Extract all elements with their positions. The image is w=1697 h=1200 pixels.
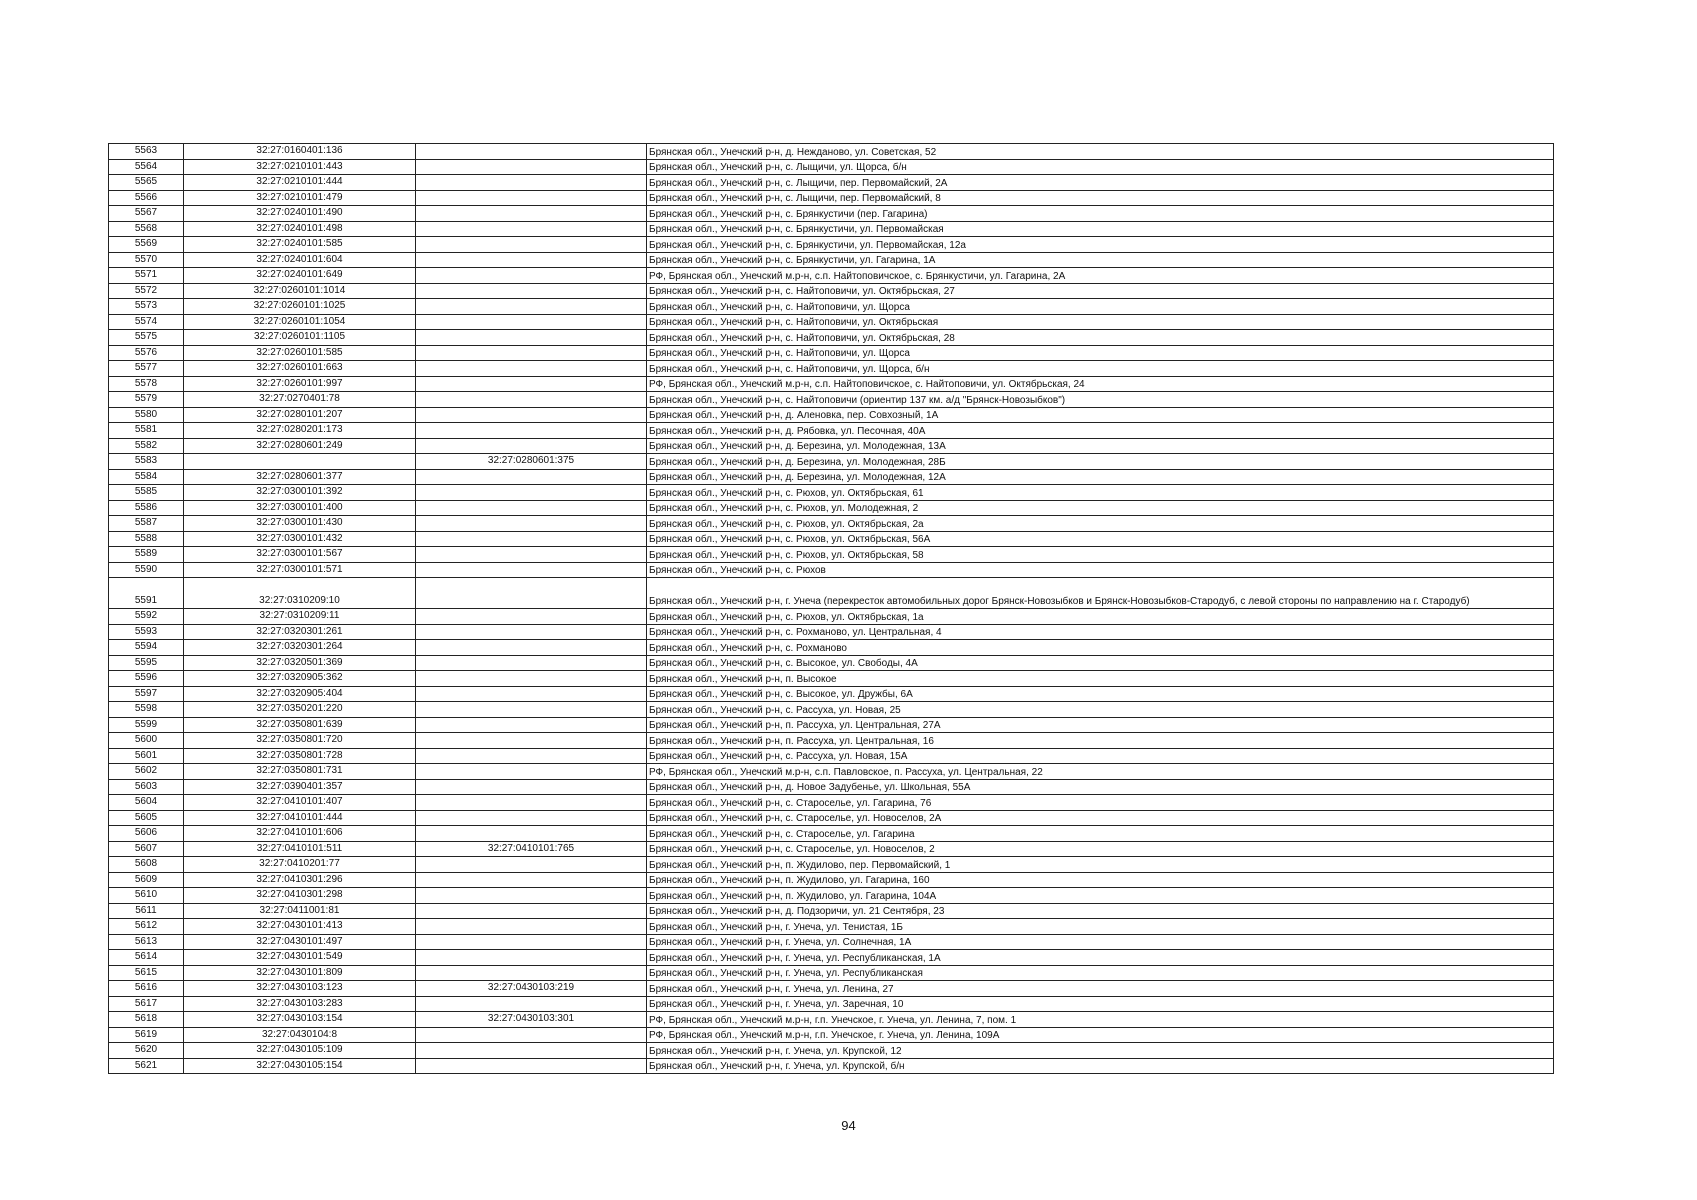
building-cadastral-number [416,826,647,842]
cadastral-number: 32:27:0300101:392 [184,485,416,501]
address: Брянская обл., Унечский р-н, г. Унеча, ул. Тенистая, 1Б [647,919,1554,935]
table-row [109,283,1554,299]
address: Брянская обл., Унечский р-н, с. Найтоповичи, ул. Щорса [647,299,1554,315]
building-cadastral-number [416,810,647,826]
address: Брянская обл., Унечский р-н, с. Лыщичи, пер. Первомайский, 8 [647,190,1554,206]
address: Брянская обл., Унечский р-н, с. Высокое, ул. Дружбы, 6А [647,686,1554,702]
address: Брянская обл., Унечский р-н, г. Унеча, ул. Ленина, 27 [647,981,1554,997]
row-number: 5590 [109,562,184,578]
table-row [109,1012,1554,1028]
cadastral-number: 32:27:0411001:81 [184,903,416,919]
table-row [109,717,1554,733]
table-row [109,748,1554,764]
row-number: 5574 [109,314,184,330]
cadastral-number: 32:27:0430105:109 [184,1043,416,1059]
cadastral-number: 32:27:0410101:444 [184,810,416,826]
row-number: 5603 [109,779,184,795]
cadastral-number: 32:27:0240101:498 [184,221,416,237]
address: Брянская обл., Унечский р-н, д. Аленовка, пер. Совхозный, 1А [647,407,1554,423]
table-body [109,144,1554,1074]
table-row [109,516,1554,532]
table-row [109,237,1554,253]
table-row [109,826,1554,842]
building-cadastral-number [416,903,647,919]
building-cadastral-number [416,609,647,625]
building-cadastral-number [416,1043,647,1059]
cadastral-number: 32:27:0300101:571 [184,562,416,578]
row-number: 5575 [109,330,184,346]
address: Брянская обл., Унечский р-н, г. Унеча, ул. Крупской, б/н [647,1058,1554,1074]
table-row [109,810,1554,826]
address: Брянская обл., Унечский р-н, с. Брянкустичи, ул. Первомайская, 12а [647,237,1554,253]
table-row [109,671,1554,687]
row-number: 5563 [109,144,184,160]
address: Брянская обл., Унечский р-н, с. Рюхов [647,562,1554,578]
cadastral-number: 32:27:0300101:567 [184,547,416,563]
cadastral-number: 32:27:0280101:207 [184,407,416,423]
cadastral-number: 32:27:0350201:220 [184,702,416,718]
cadastral-number: 32:27:0430105:154 [184,1058,416,1074]
table-row [109,1043,1554,1059]
building-cadastral-number [416,764,647,780]
table-row [109,423,1554,439]
row-number: 5598 [109,702,184,718]
cadastral-number: 32:27:0430104:8 [184,1027,416,1043]
row-number: 5568 [109,221,184,237]
cadastral-number: 32:27:0410201:77 [184,857,416,873]
table-row [109,144,1554,160]
address: Брянская обл., Унечский р-н, с. Рассуха, ул. Новая, 25 [647,702,1554,718]
address: Брянская обл., Унечский р-н, с. Рассуха, ул. Новая, 15А [647,748,1554,764]
address: Брянская обл., Унечский р-н, с. Брянкустичи (пер. Гагарина) [647,206,1554,222]
address: Брянская обл., Унечский р-н, г. Унеча, ул. Солнечная, 1А [647,934,1554,950]
address: Брянская обл., Унечский р-н, д. Подзоричи, ул. 21 Сентября, 23 [647,903,1554,919]
cadastral-number: 32:27:0260101:663 [184,361,416,377]
row-number: 5587 [109,516,184,532]
table-row [109,345,1554,361]
row-number: 5612 [109,919,184,935]
row-number: 5601 [109,748,184,764]
row-number: 5596 [109,671,184,687]
cadastral-number: 32:27:0390401:357 [184,779,416,795]
building-cadastral-number: 32:27:0430103:219 [416,981,647,997]
page-number: 94 [841,1118,856,1133]
cadastral-number: 32:27:0300101:430 [184,516,416,532]
cadastral-number: 32:27:0430103:154 [184,1012,416,1028]
row-number: 5620 [109,1043,184,1059]
address: Брянская обл., Унечский р-н, г. Унеча, ул. Заречная, 10 [647,996,1554,1012]
address: Брянская обл., Унечский р-н, с. Найтоповичи, ул. Октябрьская, 28 [647,330,1554,346]
cadastral-number: 32:27:0410301:296 [184,872,416,888]
row-number: 5586 [109,500,184,516]
table-row [109,392,1554,408]
building-cadastral-number [416,857,647,873]
cadastral-number: 32:27:0320905:362 [184,671,416,687]
row-number: 5588 [109,531,184,547]
row-number: 5583 [109,454,184,470]
address: Брянская обл., Унечский р-н, д. Березина, ул. Молодежная, 28Б [647,454,1554,470]
row-number: 5589 [109,547,184,563]
building-cadastral-number [416,965,647,981]
building-cadastral-number [416,438,647,454]
address: Брянская обл., Унечский р-н, с. Высокое, ул. Свободы, 4А [647,655,1554,671]
table-row [109,438,1554,454]
address: Брянская обл., Унечский р-н, с. Брянкустичи, ул. Гагарина, 1А [647,252,1554,268]
address: Брянская обл., Унечский р-н, п. Жудилово, ул. Гагарина, 104А [647,888,1554,904]
building-cadastral-number [416,361,647,377]
building-cadastral-number [416,640,647,656]
building-cadastral-number [416,888,647,904]
building-cadastral-number [416,407,647,423]
cadastral-number: 32:27:0310209:11 [184,609,416,625]
table-row [109,1027,1554,1043]
building-cadastral-number [416,624,647,640]
address: Брянская обл., Унечский р-н, д. Новое Задубенье, ул. Школьная, 55А [647,779,1554,795]
cadastral-number: 32:27:0320501:369 [184,655,416,671]
building-cadastral-number [416,686,647,702]
cadastral-number: 32:27:0410101:511 [184,841,416,857]
row-number: 5608 [109,857,184,873]
row-number: 5573 [109,299,184,315]
row-number: 5602 [109,764,184,780]
table-row [109,175,1554,191]
address: Брянская обл., Унечский р-н, с. Рюхов, ул. Октябрьская, 1а [647,609,1554,625]
building-cadastral-number [416,283,647,299]
row-number: 5600 [109,733,184,749]
table-row [109,578,1554,609]
table-row [109,268,1554,284]
table-row [109,190,1554,206]
building-cadastral-number [416,469,647,485]
cadastral-number: 32:27:0270401:78 [184,392,416,408]
row-number: 5617 [109,996,184,1012]
building-cadastral-number [416,376,647,392]
building-cadastral-number [416,996,647,1012]
row-number: 5621 [109,1058,184,1074]
row-number: 5615 [109,965,184,981]
row-number: 5567 [109,206,184,222]
building-cadastral-number [416,702,647,718]
table-row [109,779,1554,795]
building-cadastral-number [416,547,647,563]
cadastral-number: 32:27:0240101:585 [184,237,416,253]
building-cadastral-number [416,485,647,501]
row-number: 5604 [109,795,184,811]
building-cadastral-number [416,175,647,191]
building-cadastral-number [416,423,647,439]
row-number: 5605 [109,810,184,826]
cadastral-number: 32:27:0260101:997 [184,376,416,392]
row-number: 5614 [109,950,184,966]
building-cadastral-number [416,578,647,609]
row-number: 5565 [109,175,184,191]
table-row [109,702,1554,718]
address: РФ, Брянская обл., Унечский м.р-н, с.п. Найтоповичское, с. Брянкустичи, ул. Гагарина, 2А [647,268,1554,284]
building-cadastral-number [416,159,647,175]
cadastral-number: 32:27:0350801:731 [184,764,416,780]
cadastral-number: 32:27:0430101:497 [184,934,416,950]
address: Брянская обл., Унечский р-н, с. Рюхов, ул. Октябрьская, 58 [647,547,1554,563]
address: Брянская обл., Унечский р-н, п. Жудилово, пер. Первомайский, 1 [647,857,1554,873]
row-number: 5611 [109,903,184,919]
address: Брянская обл., Унечский р-н, г. Унеча, ул. Республиканская, 1А [647,950,1554,966]
cadastral-number: 32:27:0260101:1105 [184,330,416,346]
address: РФ, Брянская обл., Унечский м.р-н, г.п. Унечское, г. Унеча, ул. Ленина, 7, пом. 1 [647,1012,1554,1028]
cadastral-number: 32:27:0260101:1054 [184,314,416,330]
building-cadastral-number [416,237,647,253]
table-row [109,609,1554,625]
cadastral-number: 32:27:0430101:549 [184,950,416,966]
table-row [109,934,1554,950]
address: Брянская обл., Унечский р-н, с. Найтоповичи, ул. Щорса, б/н [647,361,1554,377]
row-number: 5571 [109,268,184,284]
row-number: 5610 [109,888,184,904]
building-cadastral-number [416,330,647,346]
table-row [109,221,1554,237]
row-number: 5593 [109,624,184,640]
row-number: 5577 [109,361,184,377]
table-row [109,919,1554,935]
building-cadastral-number [416,190,647,206]
building-cadastral-number [416,872,647,888]
registry-table [108,143,1554,1074]
building-cadastral-number [416,717,647,733]
row-number: 5578 [109,376,184,392]
address: Брянская обл., Унечский р-н, с. Найтоповичи (ориентир 137 км. а/д "Брянск-Новозыбков") [647,392,1554,408]
row-number: 5580 [109,407,184,423]
cadastral-number: 32:27:0160401:136 [184,144,416,160]
table-row [109,965,1554,981]
building-cadastral-number [416,562,647,578]
address: Брянская обл., Унечский р-н, д. Березина, ул. Молодежная, 12А [647,469,1554,485]
address: Брянская обл., Унечский р-н, п. Рассуха, ул. Центральная, 16 [647,733,1554,749]
cadastral-number: 32:27:0300101:432 [184,531,416,547]
table-row [109,686,1554,702]
building-cadastral-number [416,779,647,795]
table-row [109,469,1554,485]
building-cadastral-number [416,268,647,284]
table-row [109,252,1554,268]
address: Брянская обл., Унечский р-н, д. Рябовка, ул. Песочная, 40А [647,423,1554,439]
row-number: 5579 [109,392,184,408]
table-row [109,314,1554,330]
row-number: 5576 [109,345,184,361]
table-row [109,562,1554,578]
building-cadastral-number: 32:27:0430103:301 [416,1012,647,1028]
table-row [109,299,1554,315]
cadastral-number: 32:27:0320905:404 [184,686,416,702]
table-row [109,888,1554,904]
table-row [109,764,1554,780]
address: Брянская обл., Унечский р-н, с. Староселье, ул. Гагарина [647,826,1554,842]
cadastral-number: 32:27:0240101:604 [184,252,416,268]
row-number: 5609 [109,872,184,888]
cadastral-number: 32:27:0240101:490 [184,206,416,222]
row-number: 5618 [109,1012,184,1028]
table-row [109,640,1554,656]
table-row [109,996,1554,1012]
building-cadastral-number [416,299,647,315]
cadastral-number: 32:27:0350801:728 [184,748,416,764]
table-row [109,330,1554,346]
row-number: 5572 [109,283,184,299]
building-cadastral-number [416,345,647,361]
address: Брянская обл., Унечский р-н, с. Староселье, ул. Новоселов, 2А [647,810,1554,826]
address: РФ, Брянская обл., Унечский м.р-н, с.п. Найтоповичское, с. Найтоповичи, ул. Октябрьская, 24 [647,376,1554,392]
table-row [109,376,1554,392]
row-number: 5613 [109,934,184,950]
row-number: 5594 [109,640,184,656]
table-row [109,733,1554,749]
cadastral-number: 32:27:0320301:264 [184,640,416,656]
building-cadastral-number [416,671,647,687]
cadastral-number: 32:27:0240101:649 [184,268,416,284]
cadastral-number: 32:27:0210101:479 [184,190,416,206]
cadastral-number: 32:27:0260101:1014 [184,283,416,299]
table-row [109,485,1554,501]
building-cadastral-number [416,314,647,330]
row-number: 5619 [109,1027,184,1043]
cadastral-number: 32:27:0430103:123 [184,981,416,997]
address: Брянская обл., Унечский р-н, с. Найтоповичи, ул. Октябрьская, 27 [647,283,1554,299]
row-number: 5597 [109,686,184,702]
row-number: 5570 [109,252,184,268]
table-row [109,857,1554,873]
row-number: 5585 [109,485,184,501]
building-cadastral-number: 32:27:0280601:375 [416,454,647,470]
table-row [109,795,1554,811]
address: Брянская обл., Унечский р-н, с. Рюхов, ул. Октябрьская, 56А [647,531,1554,547]
cadastral-number: 32:27:0350801:720 [184,733,416,749]
building-cadastral-number [416,1058,647,1074]
table-row [109,981,1554,997]
cadastral-number: 32:27:0260101:1025 [184,299,416,315]
cadastral-number: 32:27:0260101:585 [184,345,416,361]
row-number: 5595 [109,655,184,671]
address: Брянская обл., Унечский р-н, г. Унеча, ул. Республиканская [647,965,1554,981]
building-cadastral-number [416,516,647,532]
table-row [109,531,1554,547]
table-row [109,206,1554,222]
cadastral-number: 32:27:0280201:173 [184,423,416,439]
cadastral-number: 32:27:0430101:809 [184,965,416,981]
table-row [109,624,1554,640]
address: Брянская обл., Унечский р-н, с. Рюхов, ул. Октябрьская, 61 [647,485,1554,501]
address: Брянская обл., Унечский р-н, с. Найтоповичи, ул. Октябрьская [647,314,1554,330]
address: Брянская обл., Унечский р-н, с. Брянкустичи, ул. Первомайская [647,221,1554,237]
row-number: 5584 [109,469,184,485]
building-cadastral-number [416,934,647,950]
cadastral-number: 32:27:0320301:261 [184,624,416,640]
cadastral-number: 32:27:0410101:606 [184,826,416,842]
row-number: 5616 [109,981,184,997]
cadastral-number: 32:27:0410301:298 [184,888,416,904]
address: Брянская обл., Унечский р-н, с. Лыщичи, ул. Щорса, б/н [647,159,1554,175]
address: Брянская обл., Унечский р-н, п. Рассуха, ул. Центральная, 27А [647,717,1554,733]
table-row [109,950,1554,966]
table-row [109,159,1554,175]
table-row [109,547,1554,563]
row-number: 5591 [109,578,184,609]
building-cadastral-number [416,221,647,237]
row-number: 5569 [109,237,184,253]
building-cadastral-number [416,392,647,408]
row-number: 5582 [109,438,184,454]
address: Брянская обл., Унечский р-н, с. Староселье, ул. Гагарина, 76 [647,795,1554,811]
building-cadastral-number [416,950,647,966]
cadastral-number: 32:27:0410101:407 [184,795,416,811]
address: Брянская обл., Унечский р-н, с. Рохманово [647,640,1554,656]
table-row [109,1058,1554,1074]
table-row [109,454,1554,470]
building-cadastral-number [416,748,647,764]
row-number: 5606 [109,826,184,842]
table-row [109,872,1554,888]
cadastral-number [184,454,416,470]
address: Брянская обл., Унечский р-н, г. Унеча (перекресток автомобильных дорог Брянск-Новозыбков и Брянск-Новозыбков-Стародуб, с левой стороны по направлению на г. Стародуб) [647,578,1554,609]
building-cadastral-number [416,500,647,516]
row-number: 5592 [109,609,184,625]
cadastral-number: 32:27:0300101:400 [184,500,416,516]
cadastral-number: 32:27:0350801:639 [184,717,416,733]
table-row [109,500,1554,516]
table-row [109,903,1554,919]
cadastral-number: 32:27:0430101:413 [184,919,416,935]
address: Брянская обл., Унечский р-н, с. Рюхов, ул. Октябрьская, 2а [647,516,1554,532]
table-row [109,361,1554,377]
cadastral-number: 32:27:0430103:283 [184,996,416,1012]
row-number: 5607 [109,841,184,857]
building-cadastral-number [416,1027,647,1043]
table-row [109,655,1554,671]
cadastral-number: 32:27:0210101:443 [184,159,416,175]
address: Брянская обл., Унечский р-н, с. Найтоповичи, ул. Щорса [647,345,1554,361]
row-number: 5564 [109,159,184,175]
building-cadastral-number [416,919,647,935]
row-number: 5599 [109,717,184,733]
address: Брянская обл., Унечский р-н, п. Высокое [647,671,1554,687]
row-number: 5566 [109,190,184,206]
cadastral-number: 32:27:0210101:444 [184,175,416,191]
building-cadastral-number [416,531,647,547]
address: Брянская обл., Унечский р-н, д. Березина, ул. Молодежная, 13А [647,438,1554,454]
building-cadastral-number [416,655,647,671]
cadastral-number: 32:27:0280601:377 [184,469,416,485]
address: РФ, Брянская обл., Унечский м.р-н, с.п. Павловское, п. Рассуха, ул. Центральная, 22 [647,764,1554,780]
address: Брянская обл., Унечский р-н, с. Рохманово, ул. Центральная, 4 [647,624,1554,640]
address: Брянская обл., Унечский р-н, с. Рюхов, ул. Молодежная, 2 [647,500,1554,516]
table-row [109,841,1554,857]
building-cadastral-number [416,733,647,749]
address: Брянская обл., Унечский р-н, г. Унеча, ул. Крупской, 12 [647,1043,1554,1059]
building-cadastral-number: 32:27:0410101:765 [416,841,647,857]
table-row [109,407,1554,423]
row-number: 5581 [109,423,184,439]
address: Брянская обл., Унечский р-н, с. Лыщичи, пер. Первомайский, 2А [647,175,1554,191]
address: Брянская обл., Унечский р-н, п. Жудилово, ул. Гагарина, 160 [647,872,1554,888]
building-cadastral-number [416,795,647,811]
cadastral-number: 32:27:0310209:10 [184,578,416,609]
address: Брянская обл., Унечский р-н, д. Нежданово, ул. Советская, 52 [647,144,1554,160]
building-cadastral-number [416,206,647,222]
building-cadastral-number [416,144,647,160]
building-cadastral-number [416,252,647,268]
address: Брянская обл., Унечский р-н, с. Староселье, ул. Новоселов, 2 [647,841,1554,857]
cadastral-number: 32:27:0280601:249 [184,438,416,454]
address: РФ, Брянская обл., Унечский м.р-н, г.п. Унечское, г. Унеча, ул. Ленина, 109А [647,1027,1554,1043]
